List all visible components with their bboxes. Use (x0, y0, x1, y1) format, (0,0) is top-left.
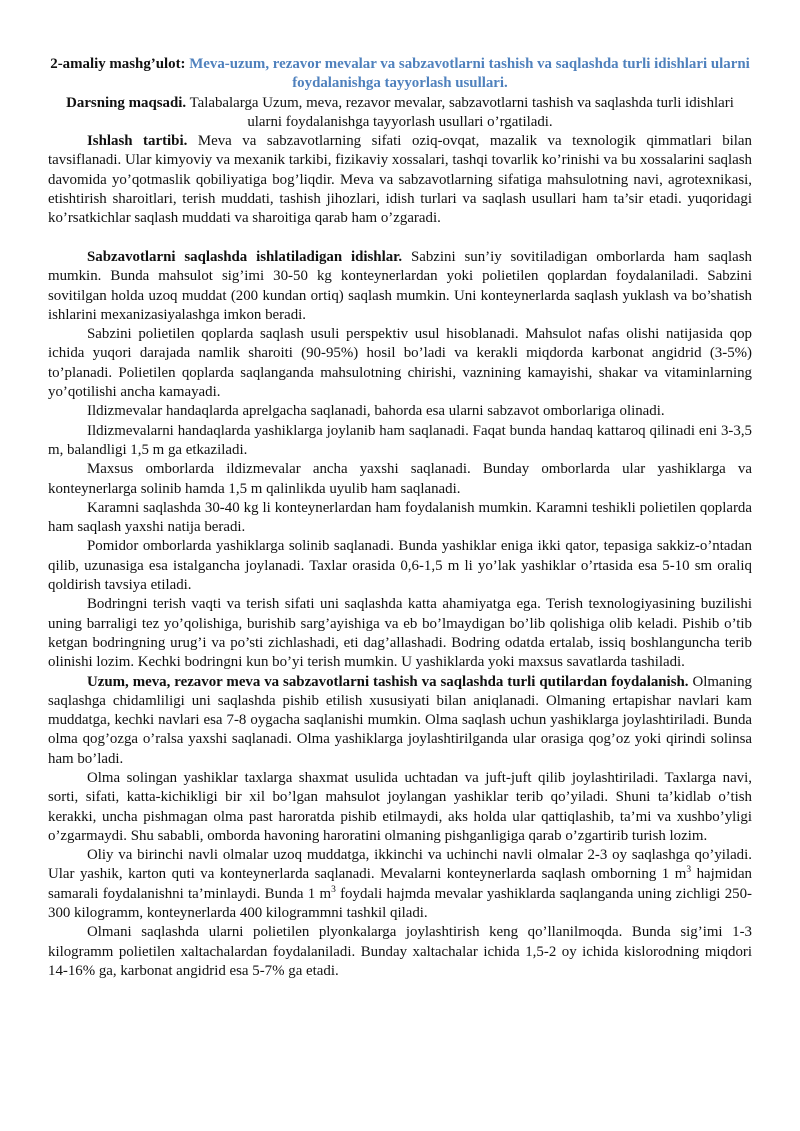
veg-intro-text: Sabzini sun’iy sovitiladigan omborlarda ham saqlash mumkin. Bunda mahsulot sig’imi 30-50 kg konteynerlardan yoki polietilen qoplardan foydalaniladi. Sabzini sovitilgan holda uzoq muddat (200 kundan ortiq) saqlash mumkin. Uni konteynerlarda saqlash yuklash va bo’shatish ishlarini mexanizasiyalashga imkon beradi. (48, 248, 752, 323)
veg-paragraph: Karamni saqlashda 30-40 kg li konteynerlardan ham foydalanish mumkin. Karamni teshikli polietilen qoplarda ham saqlash yaxshi natija beradi. (48, 499, 752, 536)
apple-rows-paragraph: Olma solingan yashiklar taxlarga shaxmat usulida uchtadan va juft-juft qilib joylashtiriladi. Taxlarga navi, sorti, sifati, katta-kichikligi bir xil bo’lgan mahsulot joylangan yashiklar terib qo’yiladi. Shuni ta’kidlab o’tish kerakki, uncha pishmagan olma past haroratda pishib etilmaydi, aks holda ular qattiqlashib, ta’mi va xushbo’yligi o’zgarmaydi. Shu sababli, omborda havoning haroratini olmaning pishganligiga qarab o’zgartirib turish lozim. (48, 769, 752, 844)
fruit-intro-paragraph (48, 673, 752, 769)
document-page (48, 55, 752, 981)
veg-paragraph: Ildizmevalar handaqlarda aprelgacha saqlanadi, bahorda esa ularni sabzavot omborlariga olinadi. (87, 403, 665, 420)
grades-text-2: hajmidan samarali foydalanishni ta’minlaydi. Bunda 1 m (48, 866, 752, 902)
fruit-intro-text: Olmaning saqlashga chidamliligi uni saqlashda pishib etilish xususiyati bilan aniqlanadi. Olmaning ertapishar navlari kam muddatga, kechki navlari esa 7-8 oygacha saqlanishi mumkin. Olma saqlash uchun yashiklarga joylashtiriladi. Bunda olma qog’ozga o’ralsa yaxshi saqlanadi. Olma yashiklarga joylashtirilganda ular orasiga qog’oz yoki qirindi solinsa ham bo’ladi. (48, 673, 752, 767)
veg-paragraph: Pomidor omborlarda yashiklarga solinib saqlanadi. Bunda yashiklar eniga ikki qator, tepasiga sakkiz-o’ntadan qilib, uzunasiga esa istalgancha joylanadi. Taxlar orasida 0,6-1,5 m li yo’lak yashiklar o’rtasida esa 5-10 sm oraliq qoldirish tavsiya etiladi. (48, 538, 752, 594)
purpose-text: Talabalarga Uzum, meva, rezavor mevalar, sabzavotlarni tashish va saqlashda turli idishlari ularni foydalanishga tayyorlash usullari o’rgatiladi. (189, 94, 734, 130)
apple-film-paragraph: Olmani saqlashda ularni polietilen plyonkalarga joylashtirish keng qo’llanilmoqda. Bunda sig’imi 1-3 kilogramm polietilen xaltachalardan foydalaniladi. Bunday xaltachalar ichida 1,5-2 oy ichida kislorodning miqdori 14-16% ga, karbonat angidrid esa 5-7% ga etadi. (48, 924, 752, 979)
procedure-paragraph (48, 132, 752, 228)
veg-paragraph: Bodringni terish vaqti va terish sifati uni saqlashda katta ahamiyatga ega. Terish texnologiyasining buzilishi uning barraligi tez yo’qolishiga, burishib sarg’ayishiga va eb bo’lmaydigan bo’lib qolishiga olib keladi. Pishib o’tib ketgan bodringning urug’i va po’sti zichlashadi, eti dag’allashadi. Bodring odatda ertalab, issiq boshlanguncha terib olinishi lozim. Kechki bodringni kun bo’yi terish mumkin. U yashiklarda yoki maxsus savatlarda tashiladi. (48, 596, 752, 671)
grades-text-3: foydali hajmda mevalar yashiklarda saqlanganda uning zichligi 250-300 kilogramm, konteynerlarda 400 kilogrammni tashkil qiladi. (48, 885, 752, 922)
veg-paragraph: Maxsus omborlarda ildizmevalar ancha yaxshi saqlanadi. Bunday omborlarda ular yashiklarga va konteynerlarga solinib hamda 1,5 m qalinlikda uyulib ham saqlanadi. (48, 461, 752, 497)
apple-grades-paragraph (48, 846, 752, 923)
veg-section-heading: Sabzavotlarni saqlashda ishlatiladigan idishlar. (87, 248, 403, 265)
procedure-text: Meva va sabzavotlarning sifati oziq-ovqat, mazalik va texnologik qimmatlari bilan tavsiflanadi. Ular kimyoviy va mexanik tarkibi, fizikaviy xossalari, tashqi tovarlik ko’rinishi va bu xossalarini saqlash davomida yo’qotmaslik qobiliyatiga bog’liqdir. Meva va sabzavotlarning sifatiga mahsulotning navi, agrotexnikasi, etishtirish sharoitlari, terish muddati, tashish jihozlari, idish turlari va saqlash usullari ham ta’sir etadi. yuqoridagi ko’rsatkichlar saqlash muddati va sharoitiga qarab ham o’zgaradi. (48, 133, 752, 227)
purpose-paragraph (48, 94, 752, 133)
page-title (48, 55, 752, 94)
grades-text-1: Oliy va birinchi navli olmalar uzoq muddatga, ikkinchi va uchinchi navli olmalar 2-3 oy saqlashga qo’yiladi. Ular yashik, karton quti va konteynerlarda saqlanadi. Mevalarni konteynerlarda saqlash omborning 1 m (48, 847, 752, 883)
veg-paragraph: Ildizmevalarni handaqlarda yashiklarga joylanib ham saqlanadi. Faqat bunda handaq kattaroq qilinadi eni 3-3,5 m, balandligi 1,5 m ga etkaziladi. (48, 422, 752, 458)
procedure-label: Ishlash tartibi. (87, 133, 188, 150)
paragraph-gap (48, 229, 752, 248)
title-lead: 2-amaliy mashg’ulot: (50, 56, 186, 72)
title-topic: Meva-uzum, rezavor mevalar va sabzavotlarni tashish va saqlashda turli idishlari ularni foydalanishga tayyorlash usullari. (189, 56, 750, 92)
cubic-superscript: 3 (331, 884, 336, 895)
cubic-superscript: 3 (686, 865, 692, 876)
purpose-label: Darsning maqsadi. (66, 94, 187, 111)
veg-intro-paragraph (48, 248, 752, 325)
veg-paragraph: Sabzini polietilen qoplarda saqlash usuli perspektiv usul hisoblanadi. Mahsulot nafas olishi natijasida qop ichida yuqori darajada namlik sharoiti (90-95%) hosil bo’ladi va kerakli miqdorda karbonat angidrid (3-5%) to’planadi. Polietilen qoplarda saqlanganda mahsulotning chirishi, vaznining kamayishi, shakar va vitaminlarning yo’qotilishi ancha kamayadi. (48, 326, 752, 401)
fruit-section-heading: Uzum, meva, rezavor meva va sabzavotlarni tashish va saqlashda turli qutilardan foydalanish. (87, 673, 689, 690)
